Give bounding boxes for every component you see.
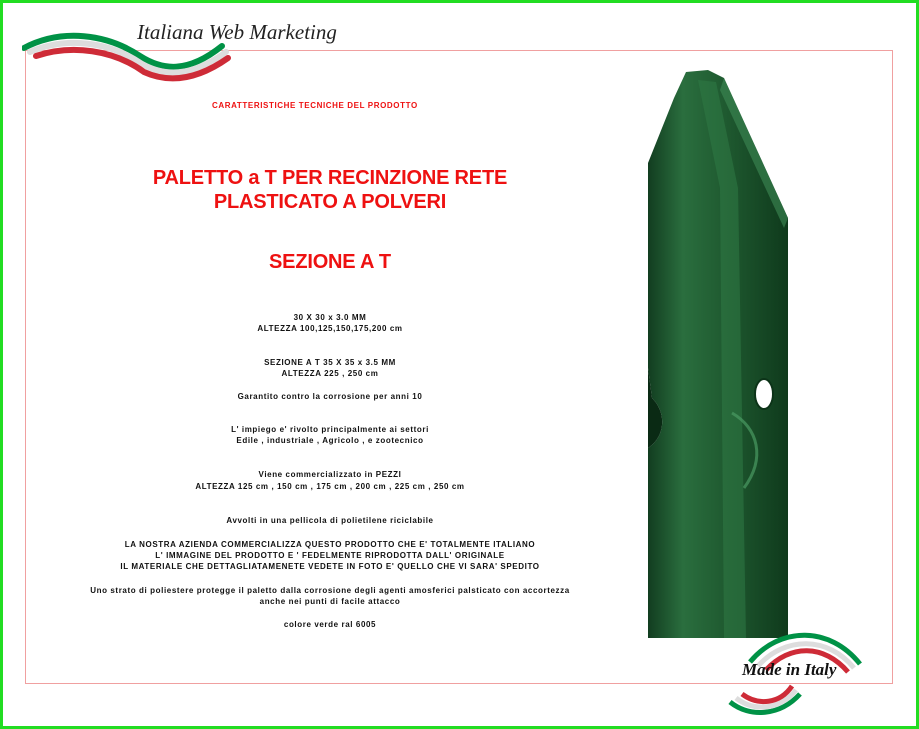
spec-use-line2: Edile , industriale , Agricolo , e zootecnico (236, 436, 424, 445)
product-title-line1: PALETTO a T PER RECINZIONE RETE (152, 167, 508, 189)
spec-company-line1: LA NOSTRA AZIENDA COMMERCIALIZZA QUESTO PRODOTTO CHE E' TOTALMENTE ITALIANO (124, 540, 536, 549)
spec-size-1: 30 X 30 x 3.0 MM (293, 313, 367, 322)
spec-company-line2: L' IMMAGINE DEL PRODOTTO E ' FEDELMENTE RIPRODOTTA DALL' ORIGINALE (155, 551, 505, 560)
spec-guarantee: Garantito contro la corrosione per anni 10 (237, 392, 423, 401)
spec-size-2: SEZIONE A T 35 X 35 x 3.5 MM (264, 358, 396, 367)
spec-sold-line2: ALTEZZA 125 cm , 150 cm , 175 cm , 200 cm , 225 cm , 250 cm (195, 482, 465, 491)
product-title-line2: PLASTICATO A POLVERI (213, 191, 447, 213)
spec-heights-2: ALTEZZA 225 , 250 cm (281, 369, 379, 378)
spec-heights-1: ALTEZZA 100,125,150,175,200 cm (257, 324, 403, 333)
green-t-post-image (628, 68, 808, 643)
brand-name: Italiana Web Marketing (137, 20, 337, 44)
product-caption: CARATTERISTICHE TECNICHE DEL PRODOTTO (212, 101, 418, 110)
product-section-title: SEZIONE A T (269, 251, 391, 273)
made-in-italy-text: Made in Italy (742, 660, 837, 679)
spec-coating-line1: Uno strato di poliestere protegge il paletto dalla corrosione degli agenti amosferici palsticato con accortezza (90, 586, 570, 595)
spec-company-line3: IL MATERIALE CHE DETTAGLIATAMENETE VEDETE IN FOTO E' QUELLO CHE VI SARA' SPEDITO (120, 562, 540, 571)
spec-sold-line1: Viene commercializzato in PEZZI (258, 470, 402, 479)
spec-color: colore verde ral 6005 (283, 620, 377, 629)
spec-coating-line2: anche nei punti di facile attacco (259, 597, 401, 606)
spec-packaging: Avvolti in una pellicola di polietilene riciclabile (226, 516, 434, 525)
spec-use-line1: L' impiego e' rivolto principalmente ai settori (231, 425, 429, 434)
